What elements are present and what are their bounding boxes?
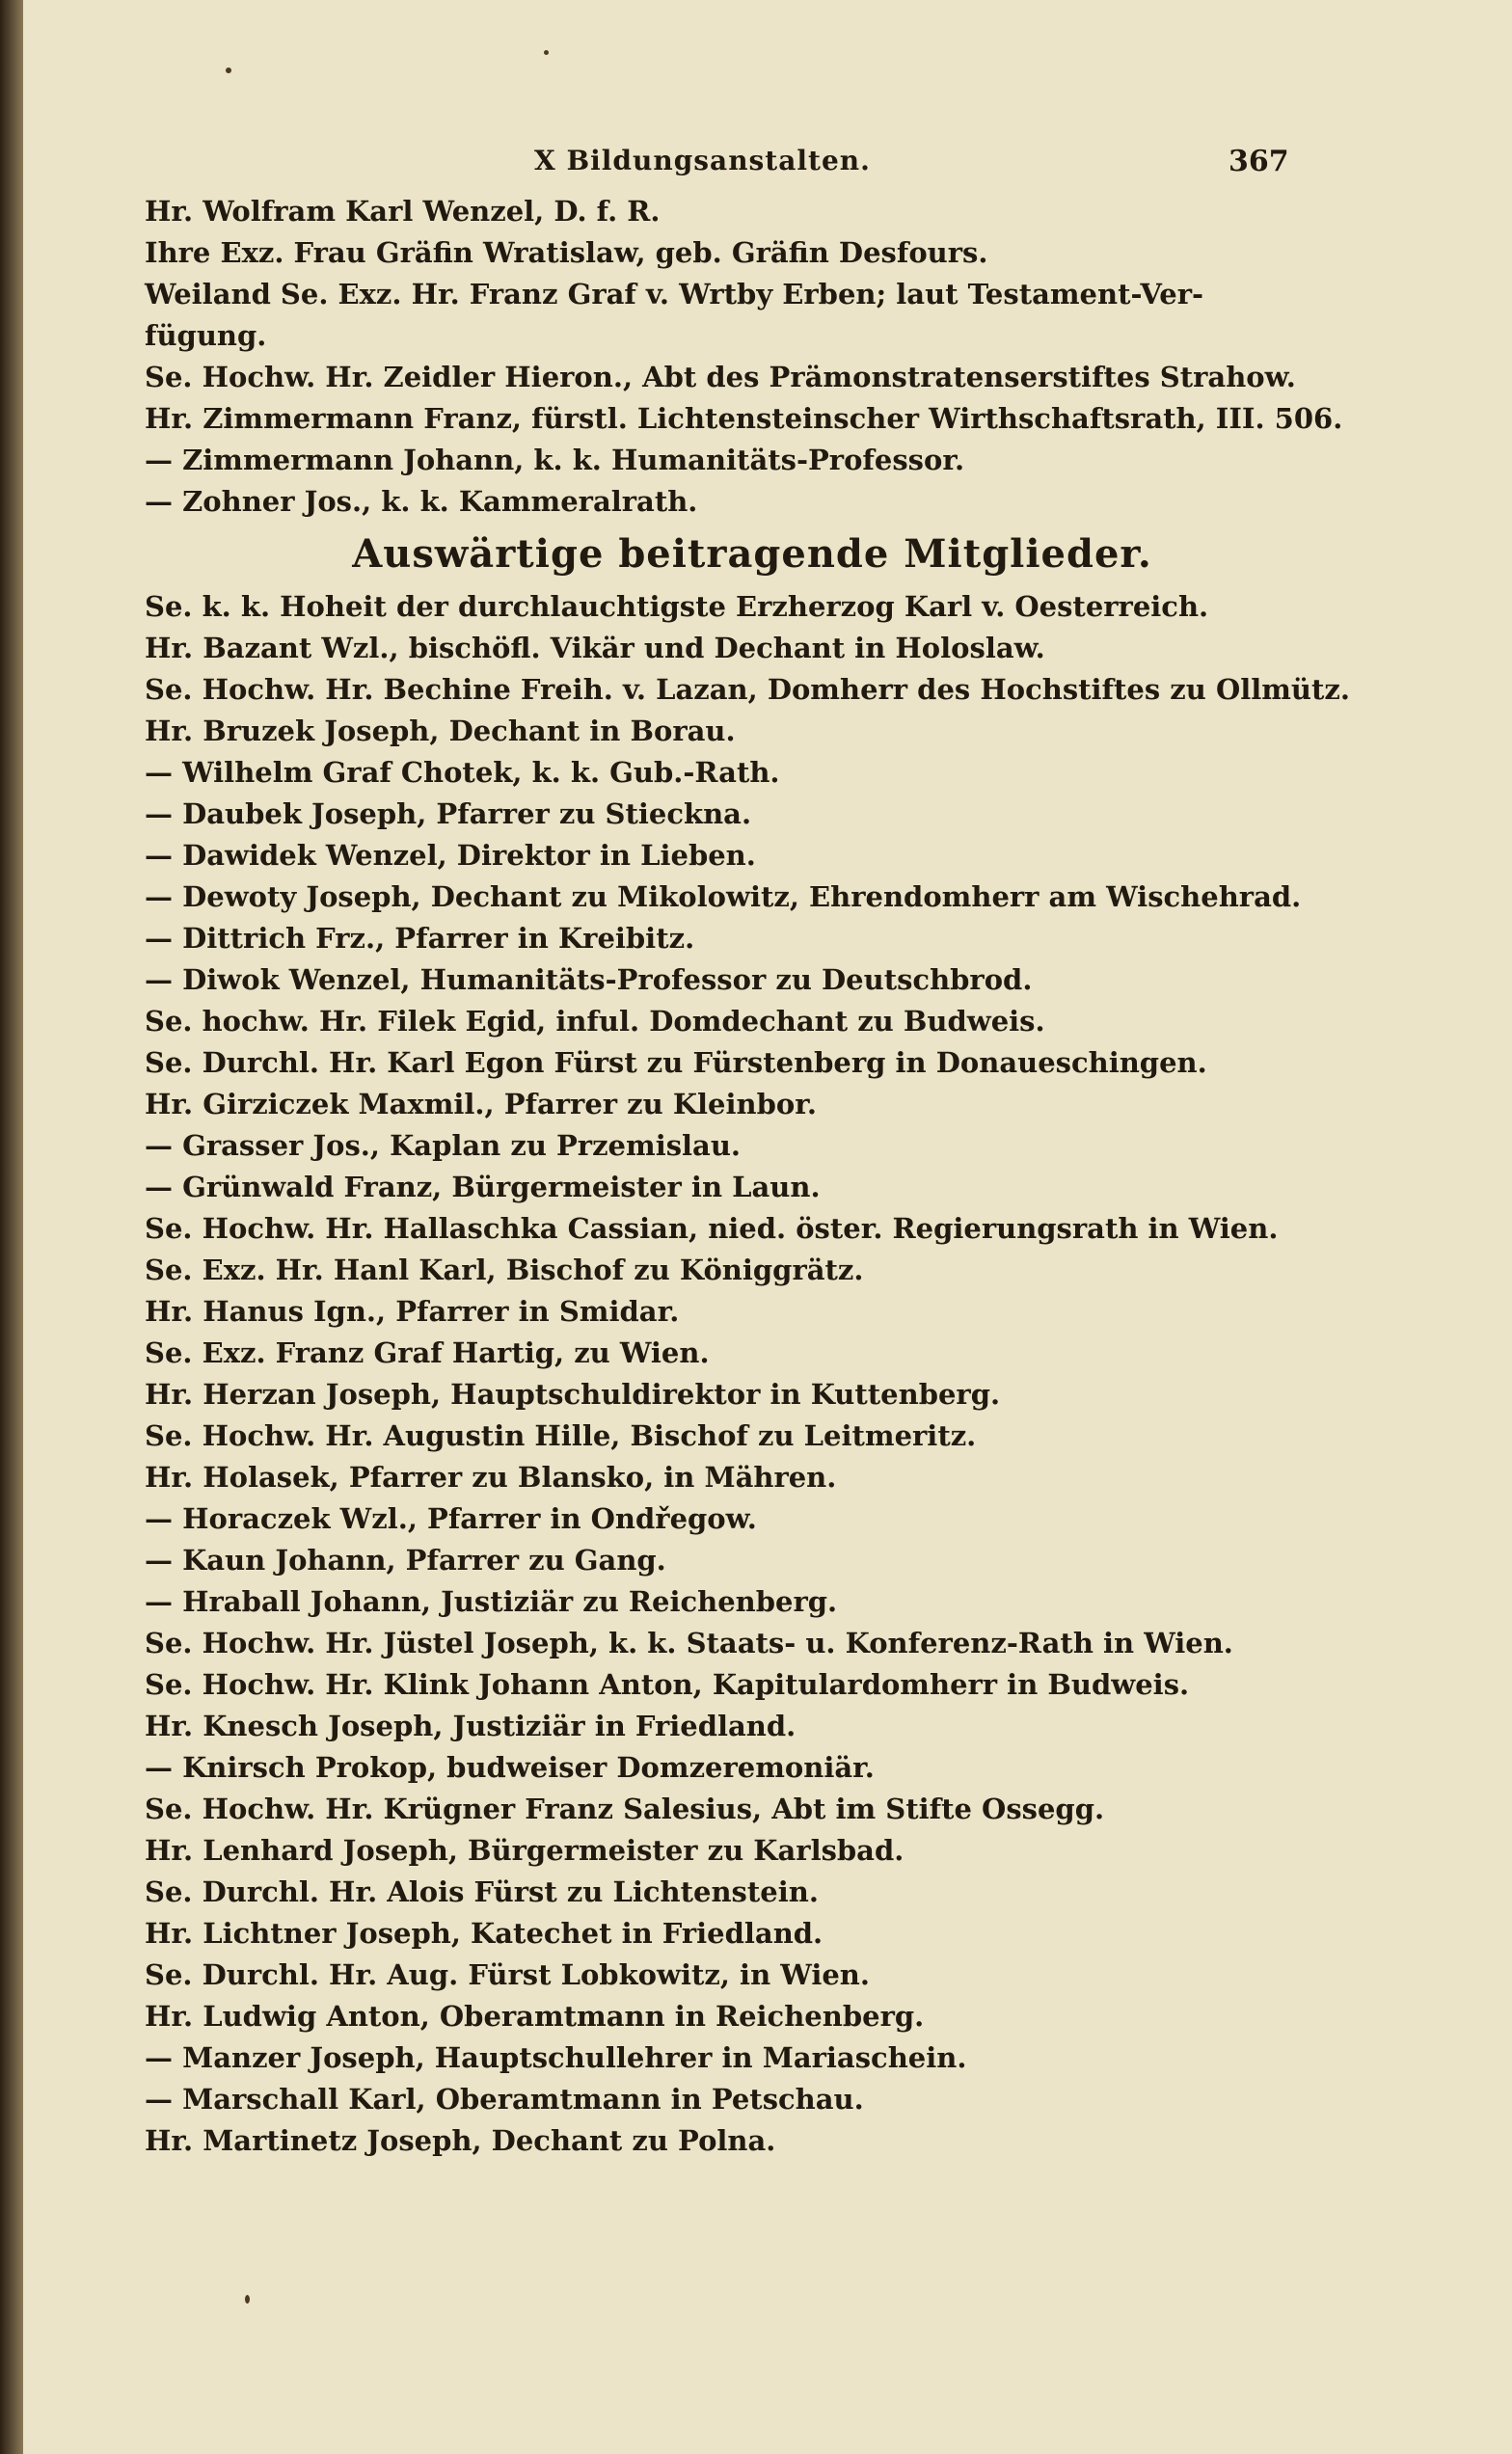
book-page — [23, 0, 1512, 2454]
member-list-local — [145, 191, 1360, 523]
list-item: Se. Hochw. Hr. Klink Johann Anton, Kapitulardomherr in Budweis. — [145, 1668, 1190, 1701]
list-item: Se. Durchl. Hr. Alois Fürst zu Lichtenstein. — [145, 1875, 819, 1908]
list-item: Ihre Exz. Frau Gräfin Wratislaw, geb. Gräfin Desfours. — [145, 236, 988, 269]
list-item: — Zimmermann Johann, k. k. Humanitäts-Professor. — [145, 444, 965, 476]
list-item: Hr. Herzan Joseph, Hauptschuldirektor in Kuttenberg. — [145, 1378, 1001, 1411]
list-item: — Kaun Johann, Pfarrer zu Gang. — [145, 1544, 666, 1577]
list-item: Se. k. k. Hoheit der durchlauchtigste Erzherzog Karl v. Oesterreich. — [145, 590, 1209, 623]
list-item: Hr. Lenhard Joseph, Bürgermeister zu Karlsbad. — [145, 1834, 904, 1867]
list-item: — Knirsch Prokop, budweiser Domzeremoniär. — [145, 1751, 875, 1784]
running-head: X Bildungsanstalten. — [534, 145, 871, 176]
list-item: Se. Durchl. Hr. Aug. Fürst Lobkowitz, in Wien. — [145, 1958, 870, 1991]
list-item: — Diwok Wenzel, Humanitäts-Professor zu Deutschbrod. — [145, 963, 1033, 996]
paper-speck — [544, 50, 549, 55]
list-item: — Dawidek Wenzel, Direktor in Lieben. — [145, 839, 756, 872]
book-spine-shadow — [0, 0, 23, 2454]
list-item: Se. Hochw. Hr. Zeidler Hieron., Abt des Prämonstratenserstiftes Strahow. — [145, 361, 1296, 393]
member-list-external — [145, 586, 1360, 2162]
paper-speck — [226, 67, 231, 73]
list-item: — Horaczek Wzl., Pfarrer in Ondřegow. — [145, 1502, 757, 1535]
list-item: — Daubek Joseph, Pfarrer zu Stieckna. — [145, 797, 752, 830]
list-item: — Dewoty Joseph, Dechant zu Mikolowitz, Ehrendomherr am Wischehrad. — [145, 880, 1302, 913]
list-item: Hr. Zimmermann Franz, fürstl. Lichtensteinscher Wirthschaftsrath, III. 506. — [145, 402, 1343, 435]
list-item: — Hraball Johann, Justiziär zu Reichenberg. — [145, 1585, 838, 1618]
list-item: Se. Hochw. Hr. Hallaschka Cassian, nied. öster. Regierungsrath in Wien. — [145, 1212, 1279, 1245]
list-item: Weiland Se. Exz. Hr. Franz Graf v. Wrtby Erben; laut Testament-Ver- — [145, 278, 1204, 310]
section-heading: Auswärtige beitragende Mitglieder. — [352, 531, 1152, 577]
list-item: — Zohner Jos., k. k. Kammeralrath. — [145, 485, 698, 518]
list-item: — Grünwald Franz, Bürgermeister in Laun. — [145, 1171, 821, 1203]
page-number: 367 — [1228, 145, 1289, 178]
list-item: Hr. Knesch Joseph, Justiziär in Friedland. — [145, 1710, 796, 1742]
list-item: Hr. Lichtner Joseph, Katechet in Friedland. — [145, 1917, 824, 1950]
list-item: — Grasser Jos., Kaplan zu Przemislau. — [145, 1129, 742, 1162]
list-item: — Wilhelm Graf Chotek, k. k. Gub.-Rath. — [145, 756, 780, 789]
list-item: Hr. Martinetz Joseph, Dechant zu Polna. — [145, 2124, 776, 2157]
list-item: — Dittrich Frz., Pfarrer in Kreibitz. — [145, 922, 695, 955]
paper-speck — [245, 2295, 250, 2304]
page-header — [23, 145, 1512, 183]
list-item: — Marschall Karl, Oberamtmann in Petschau. — [145, 2083, 864, 2116]
list-item: Hr. Girziczek Maxmil., Pfarrer zu Kleinbor. — [145, 1088, 817, 1120]
list-item: Hr. Wolfram Karl Wenzel, D. f. R. — [145, 195, 661, 228]
list-item: Se. Hochw. Hr. Krügner Franz Salesius, Abt im Stifte Ossegg. — [145, 1793, 1105, 1825]
list-item: Se. Hochw. Hr. Bechine Freih. v. Lazan, Domherr des Hochstiftes zu Ollmütz. — [145, 673, 1350, 706]
list-item: Se. Exz. Franz Graf Hartig, zu Wien. — [145, 1336, 710, 1369]
list-item: Se. Exz. Hr. Hanl Karl, Bischof zu Königgrätz. — [145, 1254, 864, 1286]
list-item: — Manzer Joseph, Hauptschullehrer in Mariaschein. — [145, 2041, 967, 2074]
list-item: Hr. Hanus Ign., Pfarrer in Smidar. — [145, 1295, 680, 1328]
list-item: Se. Hochw. Hr. Jüstel Joseph, k. k. Staats- u. Konferenz-Rath in Wien. — [145, 1627, 1233, 1659]
list-item: Se. hochw. Hr. Filek Egid, inful. Domdechant zu Budweis. — [145, 1005, 1045, 1038]
list-item: Hr. Bazant Wzl., bischöfl. Vikär und Dechant in Holoslaw. — [145, 632, 1045, 664]
list-item: Se. Durchl. Hr. Karl Egon Fürst zu Fürstenberg in Donaueschingen. — [145, 1046, 1207, 1079]
member-list — [145, 191, 1360, 2162]
list-item: Hr. Holasek, Pfarrer zu Blansko, in Mähren. — [145, 1461, 837, 1494]
list-item: Hr. Ludwig Anton, Oberamtmann in Reichenberg. — [145, 2000, 925, 2033]
list-item: Se. Hochw. Hr. Augustin Hille, Bischof zu Leitmeritz. — [145, 1419, 977, 1452]
list-item: Hr. Bruzek Joseph, Dechant in Borau. — [145, 715, 736, 747]
list-item: fügung. — [145, 319, 267, 352]
